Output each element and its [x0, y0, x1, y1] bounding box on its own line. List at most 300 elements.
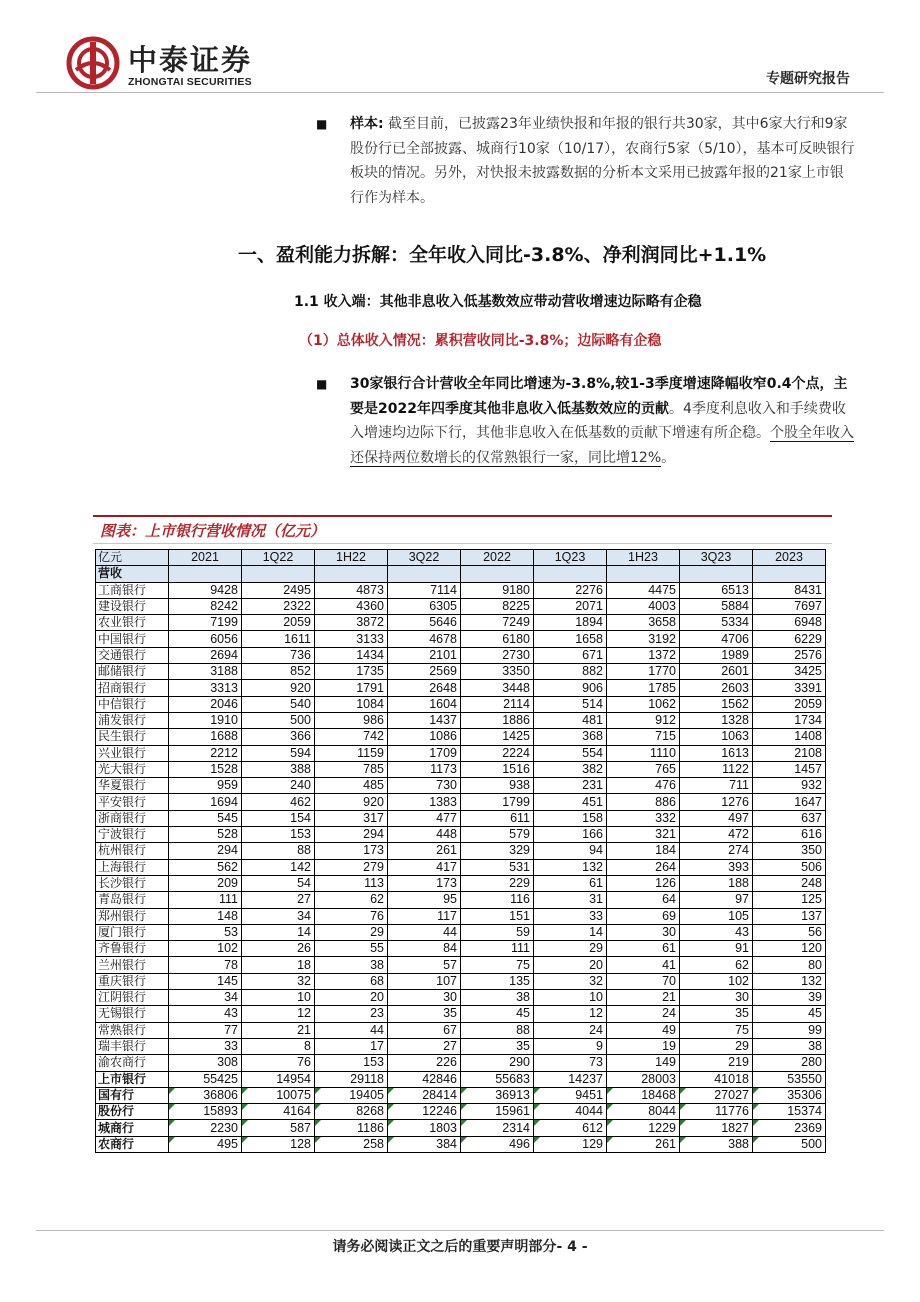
value-cell: 5334 — [680, 615, 753, 631]
value-cell: 886 — [607, 794, 680, 810]
aggregate-name-cell: 上市银行 — [96, 1071, 169, 1087]
header-cell-period: 2023 — [753, 550, 826, 566]
value-cell: 1383 — [388, 794, 461, 810]
value-cell: 62 — [680, 957, 753, 973]
revenue-table — [95, 549, 826, 1153]
value-cell: 39 — [753, 990, 826, 1006]
value-cell: 77 — [169, 1022, 242, 1038]
header-cell-period: 1Q23 — [534, 550, 607, 566]
value-cell: 7697 — [753, 598, 826, 614]
value-cell: 4003 — [607, 598, 680, 614]
value-cell: 332 — [607, 810, 680, 826]
value-cell: 44 — [315, 1022, 388, 1038]
table-row — [96, 1022, 826, 1038]
value-cell: 56 — [753, 924, 826, 940]
value-cell: 1084 — [315, 696, 388, 712]
value-cell: 76 — [242, 1055, 315, 1071]
value-cell: 500 — [242, 712, 315, 728]
value-cell: 153 — [242, 827, 315, 843]
aggregate-value-cell: 41018 — [680, 1071, 753, 1087]
value-cell: 158 — [534, 810, 607, 826]
aggregate-value-cell: 1229 — [607, 1120, 680, 1136]
aggregate-value-cell: 14954 — [242, 1071, 315, 1087]
aggregate-value-cell: 612 — [534, 1120, 607, 1136]
value-cell: 6305 — [388, 598, 461, 614]
bank-name-cell: 厦门银行 — [96, 924, 169, 940]
sample-text: 截至目前，已披露23年业绩快报和年报的银行共30家，其中6家大行和9家股份行已全部披露、城商行10家（10/17），农商行5家（5/10），基本可反映银行板块的情况。另外，对快报未披露数据的分析本文采用已披露年报的21家上市银行作为样本。 — [350, 116, 855, 206]
value-cell: 6513 — [680, 582, 753, 598]
value-cell: 959 — [169, 778, 242, 794]
value-cell: 32 — [534, 973, 607, 989]
value-cell: 38 — [461, 990, 534, 1006]
value-cell: 329 — [461, 843, 534, 859]
value-cell: 5646 — [388, 615, 461, 631]
value-cell: 21 — [607, 990, 680, 1006]
value-cell: 1062 — [607, 696, 680, 712]
revenue-underlined-text: 个股全年收入还保持两位数增长的仅常熟银行一家，同比增12% — [350, 425, 854, 466]
value-cell: 31 — [534, 892, 607, 908]
value-cell: 6180 — [461, 631, 534, 647]
sample-paragraph — [316, 112, 856, 210]
value-cell: 117 — [388, 908, 461, 924]
value-cell: 506 — [753, 859, 826, 875]
value-cell: 34 — [242, 908, 315, 924]
value-cell: 5884 — [680, 598, 753, 614]
value-cell: 6056 — [169, 631, 242, 647]
value-cell: 1694 — [169, 794, 242, 810]
header-divider — [36, 92, 884, 93]
footer-disclaimer: 请务必阅读正文之后的重要声明部分 — [332, 1239, 557, 1255]
aggregate-row — [96, 1071, 826, 1087]
section-label-cell: 营收 — [96, 566, 169, 582]
value-cell: 2322 — [242, 598, 315, 614]
table-row — [96, 908, 826, 924]
report-type: 专题研究报告 — [766, 71, 850, 87]
aggregate-value-cell: 261 — [607, 1136, 680, 1152]
value-cell: 671 — [534, 647, 607, 663]
value-cell: 388 — [242, 761, 315, 777]
value-cell: 166 — [534, 827, 607, 843]
value-cell: 1734 — [753, 712, 826, 728]
bank-name-cell: 邮储银行 — [96, 664, 169, 680]
value-cell: 481 — [534, 712, 607, 728]
value-cell: 2101 — [388, 647, 461, 663]
aggregate-value-cell: 29118 — [315, 1071, 388, 1087]
value-cell: 102 — [680, 973, 753, 989]
value-cell: 477 — [388, 810, 461, 826]
value-cell: 7249 — [461, 615, 534, 631]
value-cell: 1328 — [680, 712, 753, 728]
aggregate-value-cell: 128 — [242, 1136, 315, 1152]
value-cell: 125 — [753, 892, 826, 908]
value-cell: 142 — [242, 859, 315, 875]
value-cell: 49 — [607, 1022, 680, 1038]
bank-name-cell: 华夏银行 — [96, 778, 169, 794]
value-cell: 173 — [315, 843, 388, 859]
subsection-title: 1.1 收入端：其他非息收入低基数效应带动营收增速边际略有企稳 — [294, 294, 702, 310]
aggregate-value-cell: 42846 — [388, 1071, 461, 1087]
bank-name-cell: 渝农商行 — [96, 1055, 169, 1071]
value-cell: 765 — [607, 761, 680, 777]
value-cell: 1110 — [607, 745, 680, 761]
value-cell: 35 — [680, 1006, 753, 1022]
value-cell: 368 — [534, 729, 607, 745]
bank-name-cell: 农业银行 — [96, 615, 169, 631]
value-cell: 986 — [315, 712, 388, 728]
value-cell: 33 — [534, 908, 607, 924]
value-cell: 1647 — [753, 794, 826, 810]
section-empty-cell — [534, 566, 607, 582]
table-row — [96, 582, 826, 598]
value-cell: 29 — [315, 924, 388, 940]
value-cell: 57 — [388, 957, 461, 973]
value-cell: 154 — [242, 810, 315, 826]
aggregate-row — [96, 1104, 826, 1120]
value-cell: 1785 — [607, 680, 680, 696]
value-cell: 715 — [607, 729, 680, 745]
value-cell: 528 — [169, 827, 242, 843]
value-cell: 97 — [680, 892, 753, 908]
value-cell: 53 — [169, 924, 242, 940]
value-cell: 852 — [242, 664, 315, 680]
aggregate-value-cell: 495 — [169, 1136, 242, 1152]
bank-name-cell: 兰州银行 — [96, 957, 169, 973]
aggregate-value-cell: 4044 — [534, 1104, 607, 1120]
section-empty-cell — [169, 566, 242, 582]
value-cell: 382 — [534, 761, 607, 777]
value-cell: 562 — [169, 859, 242, 875]
value-cell: 32 — [242, 973, 315, 989]
table-row — [96, 729, 826, 745]
value-cell: 1770 — [607, 664, 680, 680]
table-row — [96, 1006, 826, 1022]
aggregate-value-cell: 11776 — [680, 1104, 753, 1120]
aggregate-value-cell: 4164 — [242, 1104, 315, 1120]
section-empty-cell — [753, 566, 826, 582]
header-cell-period: 1Q22 — [242, 550, 315, 566]
bank-name-cell: 浦发银行 — [96, 712, 169, 728]
bullet-square-icon: ■ — [316, 117, 328, 131]
value-cell: 30 — [680, 990, 753, 1006]
value-cell: 1122 — [680, 761, 753, 777]
value-cell: 1425 — [461, 729, 534, 745]
aggregate-name-cell: 城商行 — [96, 1120, 169, 1136]
aggregate-row — [96, 1120, 826, 1136]
value-cell: 616 — [753, 827, 826, 843]
value-cell: 248 — [753, 875, 826, 891]
value-cell: 2108 — [753, 745, 826, 761]
section-empty-cell — [388, 566, 461, 582]
aggregate-value-cell: 8268 — [315, 1104, 388, 1120]
value-cell: 2071 — [534, 598, 607, 614]
value-cell: 485 — [315, 778, 388, 794]
value-cell: 34 — [169, 990, 242, 1006]
table-row — [96, 875, 826, 891]
table-row — [96, 745, 826, 761]
section-empty-cell — [461, 566, 534, 582]
value-cell: 107 — [388, 973, 461, 989]
value-cell: 4873 — [315, 582, 388, 598]
value-cell: 75 — [461, 957, 534, 973]
table-row — [96, 1038, 826, 1054]
value-cell: 1658 — [534, 631, 607, 647]
value-cell: 184 — [607, 843, 680, 859]
value-cell: 9180 — [461, 582, 534, 598]
value-cell: 27 — [388, 1038, 461, 1054]
figure-top-rule — [93, 515, 832, 517]
revenue-text: 。4季度利息收入和手续费收入增速均边际下行，其他非息收入在低基数的贡献下增速有所企稳。 — [350, 400, 846, 441]
bank-name-cell: 民生银行 — [96, 729, 169, 745]
value-cell: 35 — [388, 1006, 461, 1022]
value-cell: 10 — [242, 990, 315, 1006]
value-cell: 920 — [242, 680, 315, 696]
value-cell: 462 — [242, 794, 315, 810]
value-cell: 38 — [753, 1038, 826, 1054]
value-cell: 350 — [753, 843, 826, 859]
value-cell: 290 — [461, 1055, 534, 1071]
value-cell: 1604 — [388, 696, 461, 712]
aggregate-value-cell: 587 — [242, 1120, 315, 1136]
value-cell: 8 — [242, 1038, 315, 1054]
revenue-end: 。 — [661, 449, 676, 466]
table-row — [96, 924, 826, 940]
value-cell: 55 — [315, 941, 388, 957]
aggregate-value-cell: 500 — [753, 1136, 826, 1152]
footer — [0, 1236, 920, 1256]
value-cell: 1276 — [680, 794, 753, 810]
value-cell: 240 — [242, 778, 315, 794]
value-cell: 8242 — [169, 598, 242, 614]
bank-name-cell: 郑州银行 — [96, 908, 169, 924]
value-cell: 545 — [169, 810, 242, 826]
value-cell: 38 — [315, 957, 388, 973]
value-cell: 472 — [680, 827, 753, 843]
aggregate-value-cell: 1827 — [680, 1120, 753, 1136]
value-cell: 126 — [607, 875, 680, 891]
value-cell: 531 — [461, 859, 534, 875]
bank-name-cell: 无锡银行 — [96, 1006, 169, 1022]
value-cell: 30 — [388, 990, 461, 1006]
value-cell: 280 — [753, 1055, 826, 1071]
figure-title: 图表：上市银行营收情况（亿元） — [100, 522, 326, 540]
bank-name-cell: 浙商银行 — [96, 810, 169, 826]
value-cell: 920 — [315, 794, 388, 810]
value-cell: 3872 — [315, 615, 388, 631]
table-row — [96, 1055, 826, 1071]
value-cell: 3192 — [607, 631, 680, 647]
value-cell: 1791 — [315, 680, 388, 696]
value-cell: 43 — [680, 924, 753, 940]
value-cell: 2059 — [753, 696, 826, 712]
table-row — [96, 859, 826, 875]
value-cell: 1688 — [169, 729, 242, 745]
aggregate-value-cell: 258 — [315, 1136, 388, 1152]
value-cell: 3658 — [607, 615, 680, 631]
value-cell: 611 — [461, 810, 534, 826]
table-row — [96, 843, 826, 859]
value-cell: 1516 — [461, 761, 534, 777]
aggregate-name-cell: 农商行 — [96, 1136, 169, 1152]
table-row — [96, 680, 826, 696]
value-cell: 906 — [534, 680, 607, 696]
value-cell: 785 — [315, 761, 388, 777]
value-cell: 4678 — [388, 631, 461, 647]
value-cell: 393 — [680, 859, 753, 875]
aggregate-row — [96, 1087, 826, 1103]
header-cell-period: 1H23 — [607, 550, 680, 566]
value-cell: 59 — [461, 924, 534, 940]
section-empty-cell — [242, 566, 315, 582]
value-cell: 132 — [534, 859, 607, 875]
value-cell: 173 — [388, 875, 461, 891]
value-cell: 264 — [607, 859, 680, 875]
aggregate-value-cell: 496 — [461, 1136, 534, 1152]
value-cell: 69 — [607, 908, 680, 924]
aggregate-value-cell: 129 — [534, 1136, 607, 1152]
revenue-paragraph — [316, 372, 856, 470]
value-cell: 2224 — [461, 745, 534, 761]
value-cell: 17 — [315, 1038, 388, 1054]
value-cell: 932 — [753, 778, 826, 794]
value-cell: 1528 — [169, 761, 242, 777]
section-empty-cell — [680, 566, 753, 582]
value-cell: 151 — [461, 908, 534, 924]
value-cell: 4360 — [315, 598, 388, 614]
value-cell: 64 — [607, 892, 680, 908]
value-cell: 9428 — [169, 582, 242, 598]
aggregate-value-cell: 53550 — [753, 1071, 826, 1087]
table-row — [96, 827, 826, 843]
value-cell: 736 — [242, 647, 315, 663]
value-cell: 882 — [534, 664, 607, 680]
value-cell: 1989 — [680, 647, 753, 663]
table-header-row — [96, 550, 826, 566]
value-cell: 105 — [680, 908, 753, 924]
value-cell: 45 — [753, 1006, 826, 1022]
value-cell: 711 — [680, 778, 753, 794]
value-cell: 3448 — [461, 680, 534, 696]
value-cell: 294 — [315, 827, 388, 843]
value-cell: 2730 — [461, 647, 534, 663]
value-cell: 116 — [461, 892, 534, 908]
aggregate-value-cell: 28003 — [607, 1071, 680, 1087]
section-empty-cell — [607, 566, 680, 582]
value-cell: 145 — [169, 973, 242, 989]
value-cell: 88 — [242, 843, 315, 859]
footer-divider — [36, 1230, 884, 1231]
aggregate-value-cell: 18468 — [607, 1087, 680, 1103]
value-cell: 29 — [534, 941, 607, 957]
value-cell: 44 — [388, 924, 461, 940]
value-cell: 209 — [169, 875, 242, 891]
value-cell: 2046 — [169, 696, 242, 712]
value-cell: 226 — [388, 1055, 461, 1071]
value-cell: 70 — [607, 973, 680, 989]
revenue-bold-text: 30家银行合计营收全年同比增速为-3.8%,较1-3季度增速降幅收窄0.4个点，主要是2022年四季度其他非息收入低基数效应的贡献 — [350, 376, 848, 417]
value-cell: 366 — [242, 729, 315, 745]
aggregate-value-cell: 55425 — [169, 1071, 242, 1087]
value-cell: 149 — [607, 1055, 680, 1071]
table-row — [96, 990, 826, 1006]
value-cell: 14 — [242, 924, 315, 940]
aggregate-value-cell: 28414 — [388, 1087, 461, 1103]
value-cell: 91 — [680, 941, 753, 957]
value-cell: 448 — [388, 827, 461, 843]
value-cell: 308 — [169, 1055, 242, 1071]
value-cell: 132 — [753, 973, 826, 989]
value-cell: 4475 — [607, 582, 680, 598]
value-cell: 62 — [315, 892, 388, 908]
value-cell: 1562 — [680, 696, 753, 712]
value-cell: 1437 — [388, 712, 461, 728]
sub-subsection-title: （1）总体收入情况：累积营收同比-3.8%；边际略有企稳 — [299, 333, 662, 349]
value-cell: 7114 — [388, 582, 461, 598]
value-cell: 1457 — [753, 761, 826, 777]
value-cell: 231 — [534, 778, 607, 794]
value-cell: 3425 — [753, 664, 826, 680]
value-cell: 274 — [680, 843, 753, 859]
value-cell: 33 — [169, 1038, 242, 1054]
value-cell: 3350 — [461, 664, 534, 680]
value-cell: 2059 — [242, 615, 315, 631]
value-cell: 2601 — [680, 664, 753, 680]
value-cell: 540 — [242, 696, 315, 712]
value-cell: 2495 — [242, 582, 315, 598]
value-cell: 4706 — [680, 631, 753, 647]
logo-text-cn: 中泰证券 — [128, 43, 253, 77]
value-cell: 1910 — [169, 712, 242, 728]
zhongtai-logo-icon — [66, 36, 120, 90]
value-cell: 514 — [534, 696, 607, 712]
table-row — [96, 892, 826, 908]
value-cell: 30 — [607, 924, 680, 940]
aggregate-value-cell: 15961 — [461, 1104, 534, 1120]
value-cell: 2694 — [169, 647, 242, 663]
value-cell: 20 — [315, 990, 388, 1006]
bank-name-cell: 上海银行 — [96, 859, 169, 875]
value-cell: 1434 — [315, 647, 388, 663]
company-logo — [66, 36, 276, 92]
aggregate-value-cell: 12246 — [388, 1104, 461, 1120]
value-cell: 10 — [534, 990, 607, 1006]
bank-name-cell: 建设银行 — [96, 598, 169, 614]
value-cell: 75 — [680, 1022, 753, 1038]
table-row — [96, 957, 826, 973]
value-cell: 219 — [680, 1055, 753, 1071]
bullet-square-icon: ■ — [316, 377, 328, 391]
header-cell-period: 1H22 — [315, 550, 388, 566]
value-cell: 67 — [388, 1022, 461, 1038]
aggregate-value-cell: 2314 — [461, 1120, 534, 1136]
aggregate-value-cell: 2230 — [169, 1120, 242, 1136]
value-cell: 61 — [607, 941, 680, 957]
bank-name-cell: 宁波银行 — [96, 827, 169, 843]
value-cell: 45 — [461, 1006, 534, 1022]
value-cell: 594 — [242, 745, 315, 761]
value-cell: 294 — [169, 843, 242, 859]
value-cell: 84 — [388, 941, 461, 957]
value-cell: 3313 — [169, 680, 242, 696]
aggregate-value-cell: 27027 — [680, 1087, 753, 1103]
value-cell: 12 — [242, 1006, 315, 1022]
value-cell: 1408 — [753, 729, 826, 745]
bank-name-cell: 青岛银行 — [96, 892, 169, 908]
value-cell: 23 — [315, 1006, 388, 1022]
value-cell: 9 — [534, 1038, 607, 1054]
aggregate-value-cell: 15374 — [753, 1104, 826, 1120]
value-cell: 2576 — [753, 647, 826, 663]
value-cell: 20 — [534, 957, 607, 973]
